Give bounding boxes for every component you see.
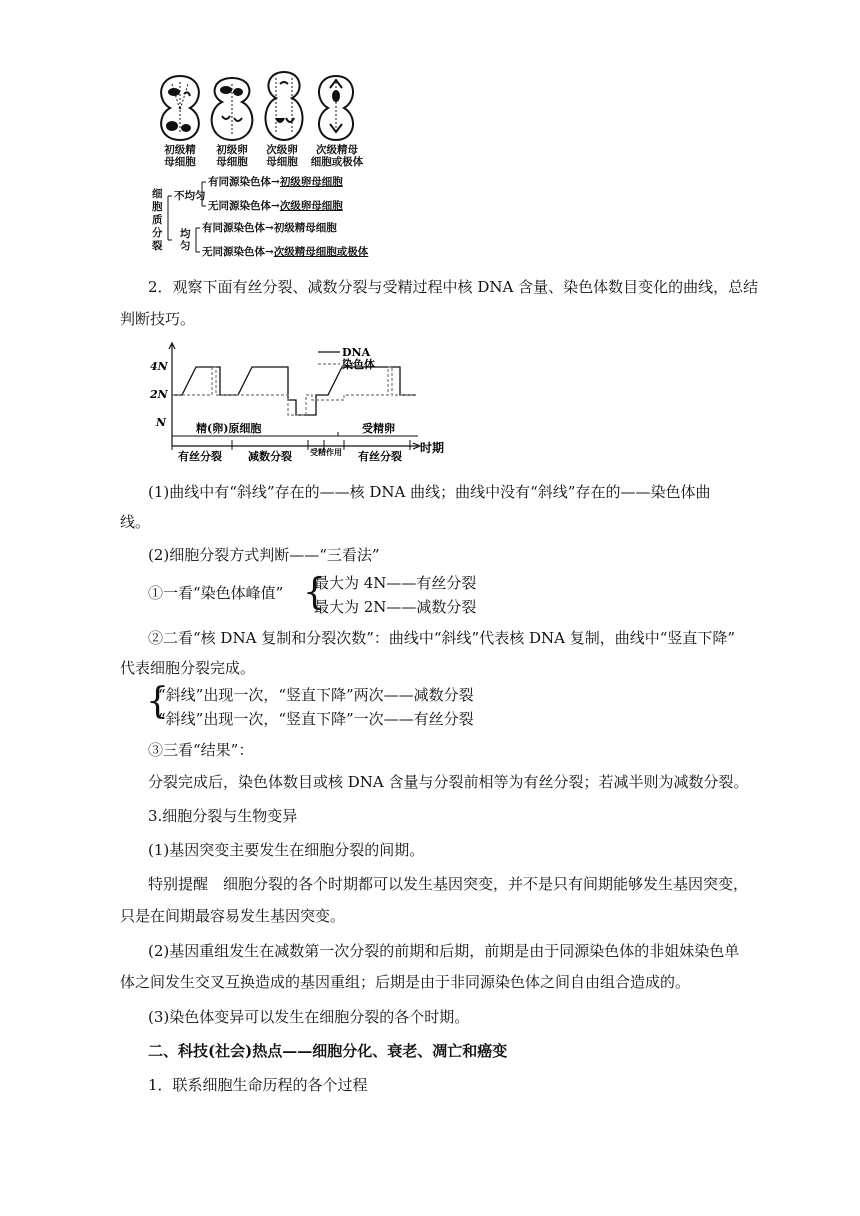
tree-row-3-cond: 有同源染色体: [202, 222, 265, 234]
dna-chromosome-chart: [148, 340, 448, 465]
look2-line-a: ②二看“核 DNA 复制和分裂次数”：曲线中“斜线”代表核 DNA 复制，曲线中“竖直下降”: [148, 629, 736, 647]
tree-row-4-cond: 无同源染色体: [202, 246, 265, 258]
bracket-mitosis-2: 有丝分裂: [358, 450, 402, 463]
bracket-zygote: 受精卵: [362, 422, 395, 435]
x-axis-label: 时期: [420, 441, 445, 455]
bracket-mitosis-1: 有丝分裂: [178, 450, 222, 463]
cell-division-figure: [150, 70, 370, 170]
arrow-icon: →: [265, 246, 274, 258]
y-tick-4n: 4N: [150, 360, 168, 373]
p1-line-a: (1)曲线中有“斜线”存在的——核 DNA 曲线；曲线中没有“斜线”存在的——染色体曲: [148, 483, 711, 501]
cell-3-drawing: [266, 72, 303, 140]
look1-option-a: 最大为 4N——有丝分裂: [314, 574, 477, 592]
look1-label: ①一看“染色体峰值”: [148, 584, 284, 602]
q2-line-2: 判断技巧。: [120, 310, 196, 328]
p1-line-b: 线。: [120, 513, 151, 531]
series-dna-line: [172, 367, 416, 415]
brace-option-a: “斜线”出现一次，“竖直下降”两次——减数分裂: [158, 686, 474, 704]
cytoplasm-division-tree: [150, 170, 370, 262]
tree-root-label: 细胞质分裂: [152, 188, 163, 252]
cell-1-drawing: [161, 76, 199, 140]
tree-row-2-result: 次级卵母细胞: [279, 200, 343, 212]
bracket-action: 作用: [326, 447, 342, 457]
cell-label-2: 初级卵 母细胞: [216, 144, 248, 168]
arrow-icon: →: [271, 200, 280, 212]
tree-row-1-cond: 有同源染色体: [208, 176, 271, 188]
section-3-item-3: (3)染色体变异可以发生在细胞分裂的各个时期。: [148, 1008, 470, 1026]
tree-row-4: [202, 246, 368, 258]
tree-row-1: [208, 176, 343, 188]
tree-uneven: 不均匀: [174, 190, 206, 202]
legend-dna-label: DNA: [342, 346, 371, 359]
look2-line-b: 代表细胞分裂完成。: [120, 659, 256, 677]
result-line: 分裂完成后，染色体数目或核 DNA 含量与分裂前相等为有丝分裂；若减半则为减数分裂。: [148, 773, 749, 791]
brace-option-b: “斜线”出现一次，“竖直下降”一次——有丝分裂: [158, 710, 474, 728]
series-chromosome-line: [172, 367, 416, 415]
look3: ③三看“结果”：: [148, 741, 254, 759]
look1-brace: {: [303, 572, 326, 613]
p2: (2)细胞分裂方式判断——“三看法”: [148, 546, 380, 564]
tree-row-1-result: 初级卵母细胞: [279, 176, 343, 188]
tree-row-2: [208, 200, 343, 212]
cell-4-drawing: [319, 76, 353, 140]
tip-line-a: 特别提醒 细胞分裂的各个时期都可以发生基因突变，并不是只有间期能够发生基因突变，: [148, 875, 749, 893]
bracket-meiosis: 减数分裂: [248, 450, 292, 463]
cell-label-3: 次级卵 母细胞: [266, 144, 298, 168]
section-2-item-1: 1．联系细胞生命历程的各个过程: [148, 1076, 368, 1094]
cell-2-drawing: [212, 78, 253, 140]
tree-row-3: [202, 222, 337, 234]
tree-even: 均匀: [180, 228, 191, 252]
section-3-item-2b: 体之间发生交叉互换造成的基因重组；后期是由于非同源染色体之间自由组合造成的。: [120, 973, 691, 991]
look2-brace: {: [146, 681, 169, 722]
arrow-icon: →: [271, 176, 280, 188]
y-tick-2n: 2N: [150, 388, 168, 401]
tree-row-2-cond: 无同源染色体: [208, 200, 271, 212]
arrow-icon: →: [265, 222, 274, 234]
tree-row-3-result: 初级精母细胞: [273, 222, 337, 234]
section-3-title: 3.细胞分裂与生物变异: [148, 807, 298, 825]
section-3-item-2a: (2)基因重组发生在减数第一次分裂的前期和后期，前期是由于同源染色体的非姐妹染色单: [148, 942, 740, 960]
section-2-heading: 二、科技(社会)热点——细胞分化、衰老、凋亡和癌变: [148, 1042, 508, 1060]
q2-line-1: 2．观察下面有丝分裂、减数分裂与受精过程中核 DNA 含量、染色体数目变化的曲线，总结: [148, 278, 759, 296]
tip-line-b: 只是在间期最容易发生基因突变。: [120, 907, 346, 925]
section-3-item-1: (1)基因突变主要发生在细胞分裂的间期。: [148, 841, 425, 859]
bracket-oogonium: 精(卵)原细胞: [196, 422, 262, 435]
cell-label-1: 初级精 母细胞: [164, 144, 196, 168]
legend-chromosome-label: 染色体: [342, 358, 375, 371]
bracket-fertilization: 受精: [310, 447, 326, 457]
look1-option-b: 最大为 2N——减数分裂: [314, 598, 477, 616]
y-tick-n: N: [156, 416, 167, 429]
cell-label-4: 次级精母 细胞或极体: [310, 144, 364, 168]
chart-svg: [148, 340, 448, 465]
tree-row-4-result: 次级精母细胞或极体: [273, 246, 369, 258]
